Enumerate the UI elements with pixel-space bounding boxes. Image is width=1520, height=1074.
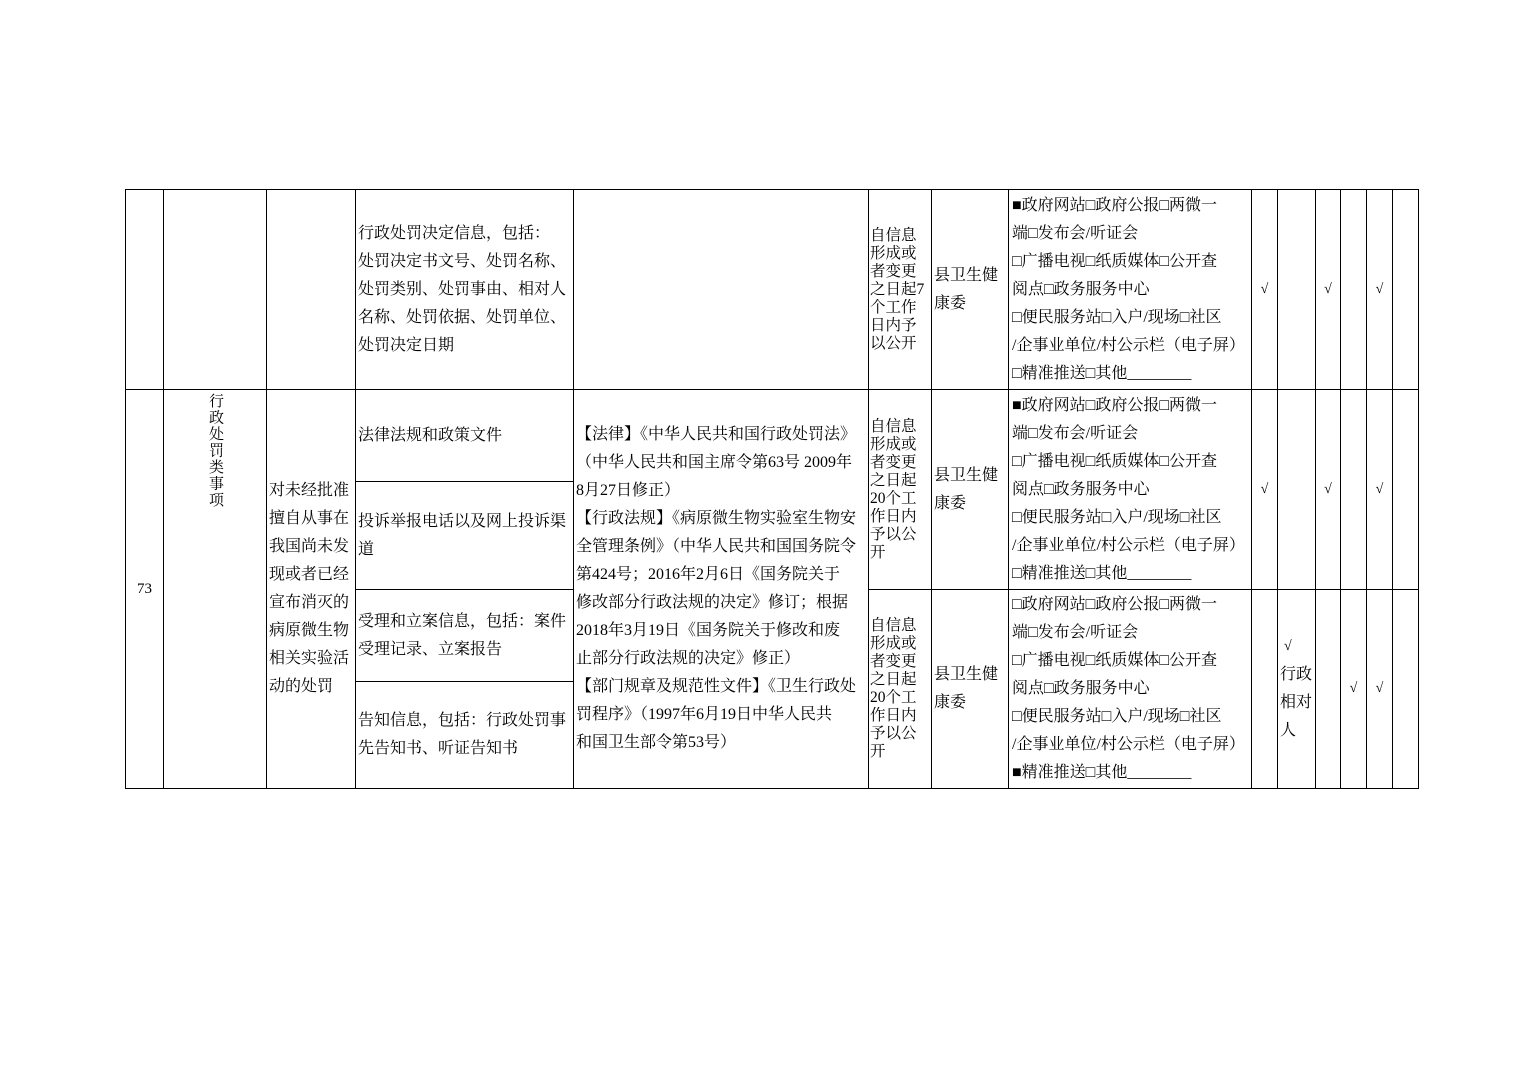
- content-text: 投诉举报电话以及网上投诉渠 道: [358, 512, 567, 558]
- check-cell: [1393, 590, 1419, 789]
- cell-content-continued: [356, 190, 574, 390]
- check-cell: √: [1367, 390, 1393, 590]
- agency-text: 县卫生健 康委: [934, 466, 999, 512]
- content-text: 受理和立案信息，包括：案件 受理记录、立案报告: [358, 612, 567, 658]
- cell-matter-continued: [267, 190, 356, 390]
- cell-time-limit-group-2: [869, 590, 932, 789]
- time-limit-text: 自信息 形成或 者变更 之日起7 个工作 日内予 以公开: [870, 226, 925, 352]
- scope-block: [1278, 633, 1312, 745]
- cell-scope-group-2: [1278, 590, 1316, 789]
- scope-note: 行政 相对 人: [1280, 666, 1313, 739]
- cell-category-continued: [164, 190, 267, 390]
- check-cell: [1278, 190, 1316, 390]
- check-cell: √: [1367, 190, 1393, 390]
- cell-channels-group-2: [1009, 590, 1252, 789]
- check-cell: [1278, 390, 1316, 590]
- channels-text: ■政府网站□政府公报□两微一 端□发布会/听证会 □广播电视□纸质媒体□公开查 阅点□政务服务中心 □便民服务站□入户/现场□社区 /企事业单位/村公示栏（电子屏） □精准推送□其他________: [1012, 396, 1245, 582]
- basis-text: 【法律】《中华人民共和国行政处罚法》 （中华人民共和国主席令第63号 2009年 8月27日修正） 【行政法规】《病原微生物实验室生物安 全管理条例》（中华人民共和国国务院令 第424号；2016年2月6日《国务院关于 修改部分行政法规的决定》修订；根据 2018年3月19日《国务院关于修改和废 止部分行政法规的决定》修正） 【部门规章及规范性文件】《卫生行政处 罚程序》（1997年6月19日中华人民共 和国卫生部令第53号）: [576, 426, 857, 751]
- cell-item-category: [164, 390, 267, 789]
- check-cell: √: [1252, 390, 1278, 590]
- cell-item-number: 73: [126, 390, 164, 789]
- cell-content-2: [356, 482, 574, 590]
- cell-time-limit-continued: [869, 190, 932, 390]
- check-cell: √: [1341, 590, 1367, 789]
- matter-text: 对未经批准 擅自从事在 我国尚未发 现或者已经 宣布消灭的 病原微生物 相关实验活 动的处罚: [269, 482, 350, 695]
- check-cell: [1341, 390, 1367, 590]
- check-cell: [1393, 190, 1419, 390]
- disclosure-table: [125, 189, 1419, 789]
- channels-text: □政府网站□政府公报□两微一 端□发布会/听证会 □广播电视□纸质媒体□公开查 阅点□政务服务中心 □便民服务站□入户/现场□社区 /企事业单位/村公示栏（电子屏） ■精准推送□其他________: [1012, 596, 1245, 781]
- content-text: 告知信息，包括：行政处罚事 先告知书、听证告知书: [358, 712, 567, 757]
- content-text: 行政处罚决定信息，包括： 处罚决定书文号、处罚名称、 处罚类别、处罚事由、相对人 名称、处罚依据、处罚单位、 处罚决定日期: [358, 224, 567, 354]
- cell-number-continued: [126, 190, 164, 390]
- content-text: 法律法规和政策文件: [358, 426, 503, 444]
- check-cell: [1252, 590, 1278, 789]
- cell-channels-continued: [1009, 190, 1252, 390]
- cell-content-1: [356, 390, 574, 482]
- agency-text: 县卫生健 康委: [934, 666, 999, 711]
- cell-item-matter: [267, 390, 356, 789]
- check-cell: [1341, 190, 1367, 390]
- cell-agency-group-1: [932, 390, 1009, 590]
- time-limit-text: 自信息 形成或 者变更 之日起 20个工 作日内 予以公 开: [870, 617, 917, 760]
- channels-text: ■政府网站□政府公报□两微一 端□发布会/听证会 □广播电视□纸质媒体□公开查 阅点□政务服务中心 □便民服务站□入户/现场□社区 /企事业单位/村公示栏（电子屏） □精准推送□其他________: [1012, 196, 1245, 382]
- check-mark: √: [1284, 639, 1292, 654]
- check-cell: √: [1367, 590, 1393, 789]
- cell-agency-continued: [932, 190, 1009, 390]
- check-cell: √: [1316, 390, 1341, 590]
- cell-content-4: [356, 682, 574, 789]
- cell-time-limit-group-1: [869, 390, 932, 590]
- cell-agency-group-2: [932, 590, 1009, 789]
- cell-basis-continued: [574, 190, 869, 390]
- cell-channels-group-1: [1009, 390, 1252, 590]
- cell-item-basis: [574, 390, 869, 789]
- check-cell: √: [1316, 190, 1341, 390]
- check-cell: [1316, 590, 1341, 789]
- check-cell: [1393, 390, 1419, 590]
- time-limit-text: 自信息 形成或 者变更 之日起 20个工 作日内 予以公 开: [870, 417, 917, 561]
- check-cell: √: [1252, 190, 1278, 390]
- cell-content-3: [356, 590, 574, 682]
- category-text: 行政处罚类事项: [207, 393, 223, 509]
- agency-text: 县卫生健 康委: [934, 266, 999, 312]
